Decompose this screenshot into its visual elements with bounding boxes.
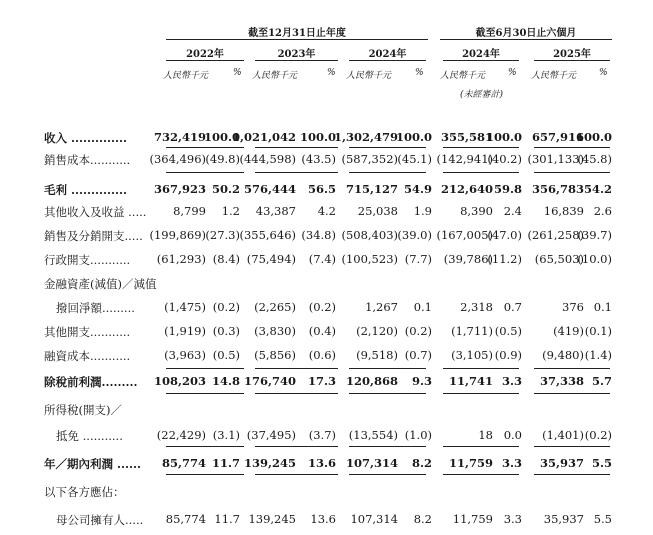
- amount-cell: 25,038: [357, 204, 398, 218]
- amount-cell: 1,302,479: [333, 130, 398, 144]
- year-header: 2024年: [462, 49, 500, 60]
- year-header: 2022年: [186, 49, 224, 60]
- amount-cell: (75,494): [246, 252, 296, 266]
- percent-cell: (0.6): [308, 348, 336, 362]
- amount-cell: 715,127: [345, 182, 398, 196]
- amount-cell: (39,786): [443, 252, 493, 266]
- percent-cell: 1.9: [413, 204, 432, 218]
- percent-cell: (43.5): [301, 152, 336, 166]
- subtotal-rule: [443, 474, 519, 475]
- amount-cell: 120,868: [345, 374, 398, 388]
- year-rule: [255, 60, 338, 61]
- amount-cell: 107,314: [345, 456, 398, 470]
- amount-cell: (3,105): [451, 348, 493, 362]
- subtotal-rule: [443, 446, 519, 447]
- amount-cell: (199,869): [149, 228, 206, 242]
- row-label: 銷售及分銷開支.....: [44, 229, 143, 243]
- amount-cell: (261,258): [527, 228, 584, 242]
- row-label: 除稅前利潤.........: [44, 375, 138, 389]
- percent-cell: 3.3: [501, 456, 522, 470]
- unit-rmb-label: 人民幣千元: [440, 71, 486, 81]
- percent-cell: (0.5): [494, 324, 522, 338]
- percent-cell: 13.6: [310, 512, 336, 526]
- amount-cell: 108,203: [153, 374, 206, 388]
- unit-pct-label: %: [233, 68, 242, 78]
- percent-cell: (3.7): [308, 428, 336, 442]
- subtotal-rule: [255, 147, 338, 148]
- row-label: 其他開支...........: [44, 325, 131, 339]
- amount-cell: 139,245: [248, 512, 296, 526]
- percent-cell: (0.4): [308, 324, 336, 338]
- percent-cell: (27.3): [205, 228, 240, 242]
- row-label: 金融資產(減值)／減值: [44, 277, 157, 291]
- amount-cell: 37,338: [539, 374, 584, 388]
- percent-cell: 59.8: [493, 182, 522, 196]
- row-label: 撥回淨額.........: [56, 301, 135, 315]
- percent-cell: 14.8: [211, 374, 240, 388]
- percent-cell: 5.7: [591, 374, 612, 388]
- amount-cell: 139,245: [243, 456, 296, 470]
- row-label: 年／期內利潤 ......: [44, 457, 142, 471]
- amount-cell: (9,518): [356, 348, 398, 362]
- amount-cell: 212,640: [440, 182, 493, 196]
- unit-rmb-label: 人民幣千元: [531, 71, 577, 81]
- percent-cell: (0.1): [584, 324, 612, 338]
- amount-cell: (1,919): [164, 324, 206, 338]
- unit-pct-label: %: [415, 68, 424, 78]
- row-label: 其他收入及收益 .....: [44, 205, 147, 219]
- subtotal-rule: [349, 393, 426, 394]
- year-rule: [166, 60, 244, 61]
- row-label: 毛利 ..............: [44, 183, 128, 197]
- amount-cell: (355,646): [239, 228, 296, 242]
- subtotal-rule: [255, 172, 338, 173]
- amount-cell: (37,495): [246, 428, 296, 442]
- percent-cell: 1.2: [221, 204, 240, 218]
- subtotal-rule: [443, 147, 519, 148]
- row-label: 銷售成本...........: [44, 153, 131, 167]
- percent-cell: 8.2: [411, 456, 432, 470]
- subtotal-rule: [255, 393, 338, 394]
- amount-cell: (2,120): [356, 324, 398, 338]
- subtotal-rule: [255, 446, 338, 447]
- percent-cell: 4.2: [317, 204, 336, 218]
- row-label: 融資成本...........: [44, 349, 131, 363]
- subtotal-rule: [349, 474, 426, 475]
- percent-cell: (47.0): [487, 228, 522, 242]
- subtotal-rule: [534, 474, 610, 475]
- amount-cell: (1,711): [451, 324, 493, 338]
- amount-cell: 2,318: [460, 300, 493, 314]
- subtotal-rule: [255, 474, 338, 475]
- amount-cell: 576,444: [243, 182, 296, 196]
- percent-cell: (8.4): [212, 252, 240, 266]
- amount-cell: (5,856): [254, 348, 296, 362]
- amount-cell: (419): [553, 324, 584, 338]
- row-label: 收入 ..............: [44, 131, 128, 145]
- percent-cell: 3.3: [501, 374, 522, 388]
- percent-cell: 54.2: [583, 182, 612, 196]
- subtotal-rule: [443, 172, 519, 173]
- amount-cell: 85,774: [161, 456, 206, 470]
- amount-cell: (100,523): [341, 252, 398, 266]
- amount-cell: (508,403): [341, 228, 398, 242]
- year-header: 2023年: [277, 49, 316, 60]
- percent-cell: 9.3: [411, 374, 432, 388]
- percent-cell: 3.3: [503, 512, 522, 526]
- subtotal-rule: [166, 368, 244, 369]
- amount-cell: (65,503): [534, 252, 584, 266]
- subtotal-rule: [166, 474, 244, 475]
- percent-cell: (11.2): [487, 252, 522, 266]
- amount-cell: 11,741: [448, 374, 493, 388]
- annual-period-header: 截至12月31日止年度: [248, 28, 346, 39]
- subtotal-rule: [534, 446, 610, 447]
- amount-cell: (1,401): [542, 428, 584, 442]
- amount-cell: 43,387: [255, 204, 296, 218]
- percent-cell: 11.7: [211, 456, 240, 470]
- amount-cell: (61,293): [156, 252, 206, 266]
- percent-cell: 0.1: [413, 300, 432, 314]
- subtotal-rule: [166, 446, 244, 447]
- subtotal-rule: [349, 147, 426, 148]
- percent-cell: 8.2: [413, 512, 432, 526]
- percent-cell: (0.9): [494, 348, 522, 362]
- percent-cell: 2.4: [503, 204, 522, 218]
- subtotal-rule: [534, 172, 610, 173]
- unit-pct-label: %: [508, 68, 517, 78]
- amount-cell: 732,419: [153, 130, 206, 144]
- amount-cell: (2,265): [254, 300, 296, 314]
- amount-cell: 35,937: [539, 456, 584, 470]
- subtotal-rule: [166, 147, 244, 148]
- amount-cell: 85,774: [165, 512, 206, 526]
- subtotal-rule: [534, 368, 610, 369]
- amount-cell: 1,021,042: [231, 130, 296, 144]
- amount-cell: (1,475): [164, 300, 206, 314]
- percent-cell: (7.7): [404, 252, 432, 266]
- percent-cell: 2.6: [593, 204, 612, 218]
- percent-cell: (39.7): [577, 228, 612, 242]
- interim-period-header: 截至6月30日止六個月: [475, 28, 577, 39]
- amount-cell: (444,598): [239, 152, 296, 166]
- unit-rmb-label: 人民幣千元: [346, 71, 392, 81]
- percent-cell: 17.3: [307, 374, 336, 388]
- percent-cell: (0.2): [404, 324, 432, 338]
- year-header: 2024年: [368, 49, 407, 60]
- amount-cell: (587,352): [341, 152, 398, 166]
- amount-cell: 8,799: [173, 204, 206, 218]
- percent-cell: 54.9: [403, 182, 432, 196]
- header-rule: [440, 39, 612, 40]
- percent-cell: 0.0: [503, 428, 522, 442]
- unit-pct-label: %: [327, 68, 336, 78]
- percent-cell: (0.3): [212, 324, 240, 338]
- subtotal-rule: [534, 393, 610, 394]
- amount-cell: 356,783: [531, 182, 584, 196]
- subtotal-rule: [349, 368, 426, 369]
- row-label: 以下各方應佔：: [44, 485, 125, 499]
- year-rule: [534, 60, 610, 61]
- percent-cell: 0.7: [503, 300, 522, 314]
- amount-cell: (301,133): [527, 152, 584, 166]
- amount-cell: 657,916: [531, 130, 584, 144]
- amount-cell: 11,759: [448, 456, 493, 470]
- amount-cell: 11,759: [452, 512, 493, 526]
- unit-rmb-label: 人民幣千元: [163, 71, 209, 81]
- amount-cell: (3,963): [164, 348, 206, 362]
- percent-cell: 5.5: [591, 456, 612, 470]
- percent-cell: 50.2: [211, 182, 240, 196]
- percent-cell: (0.2): [308, 300, 336, 314]
- header-rule: [166, 39, 428, 40]
- amount-cell: (142,941): [436, 152, 493, 166]
- amount-cell: (22,429): [156, 428, 206, 442]
- year-rule: [443, 60, 519, 61]
- percent-cell: 5.5: [593, 512, 612, 526]
- percent-cell: 0.1: [593, 300, 612, 314]
- year-rule: [349, 60, 426, 61]
- percent-cell: 100.0: [395, 130, 432, 144]
- amount-cell: 367,923: [153, 182, 206, 196]
- year-header: 2025年: [553, 49, 591, 60]
- amount-cell: (167,005): [436, 228, 493, 242]
- subtotal-rule: [534, 147, 610, 148]
- percent-cell: (0.5): [212, 348, 240, 362]
- percent-cell: 56.5: [307, 182, 336, 196]
- subtotal-rule: [443, 393, 519, 394]
- percent-cell: (49.8): [205, 152, 240, 166]
- subtotal-rule: [443, 368, 519, 369]
- amount-cell: (9,480): [542, 348, 584, 362]
- percent-cell: (3.1): [212, 428, 240, 442]
- percent-cell: 100.0: [203, 130, 240, 144]
- row-label: 母公司擁有人.....: [56, 513, 144, 527]
- amount-cell: 18: [478, 428, 493, 442]
- amount-cell: (364,496): [149, 152, 206, 166]
- percent-cell: (10.0): [577, 252, 612, 266]
- percent-cell: 100.0: [299, 130, 336, 144]
- unaudited-note: (未經審計): [460, 90, 504, 100]
- percent-cell: 100.0: [485, 130, 522, 144]
- percent-cell: (40.2): [487, 152, 522, 166]
- subtotal-rule: [255, 368, 338, 369]
- amount-cell: 355,581: [440, 130, 493, 144]
- percent-cell: (45.8): [577, 152, 612, 166]
- row-label: 行政開支...........: [44, 253, 131, 267]
- percent-cell: (1.0): [404, 428, 432, 442]
- subtotal-rule: [349, 172, 426, 173]
- subtotal-rule: [166, 172, 244, 173]
- percent-cell: 13.6: [307, 456, 336, 470]
- percent-cell: (7.4): [308, 252, 336, 266]
- percent-cell: 100.0: [575, 130, 612, 144]
- percent-cell: (34.8): [301, 228, 336, 242]
- amount-cell: 176,740: [243, 374, 296, 388]
- subtotal-rule: [349, 446, 426, 447]
- row-label: 抵免 ...........: [56, 429, 123, 443]
- subtotal-rule: [166, 393, 244, 394]
- percent-cell: (1.4): [584, 348, 612, 362]
- amount-cell: 8,390: [460, 204, 493, 218]
- amount-cell: (3,830): [254, 324, 296, 338]
- amount-cell: 1,267: [365, 300, 398, 314]
- percent-cell: (39.0): [397, 228, 432, 242]
- row-label: 所得稅(開支)／: [44, 403, 122, 417]
- percent-cell: (45.1): [397, 152, 432, 166]
- amount-cell: 16,839: [543, 204, 584, 218]
- percent-cell: (0.2): [584, 428, 612, 442]
- amount-cell: (13,554): [348, 428, 398, 442]
- unit-rmb-label: 人民幣千元: [252, 71, 298, 81]
- unit-pct-label: %: [599, 68, 608, 78]
- percent-cell: (0.7): [404, 348, 432, 362]
- percent-cell: 11.7: [214, 512, 240, 526]
- amount-cell: 35,937: [543, 512, 584, 526]
- percent-cell: (0.2): [212, 300, 240, 314]
- amount-cell: 107,314: [350, 512, 398, 526]
- amount-cell: 376: [562, 300, 584, 314]
